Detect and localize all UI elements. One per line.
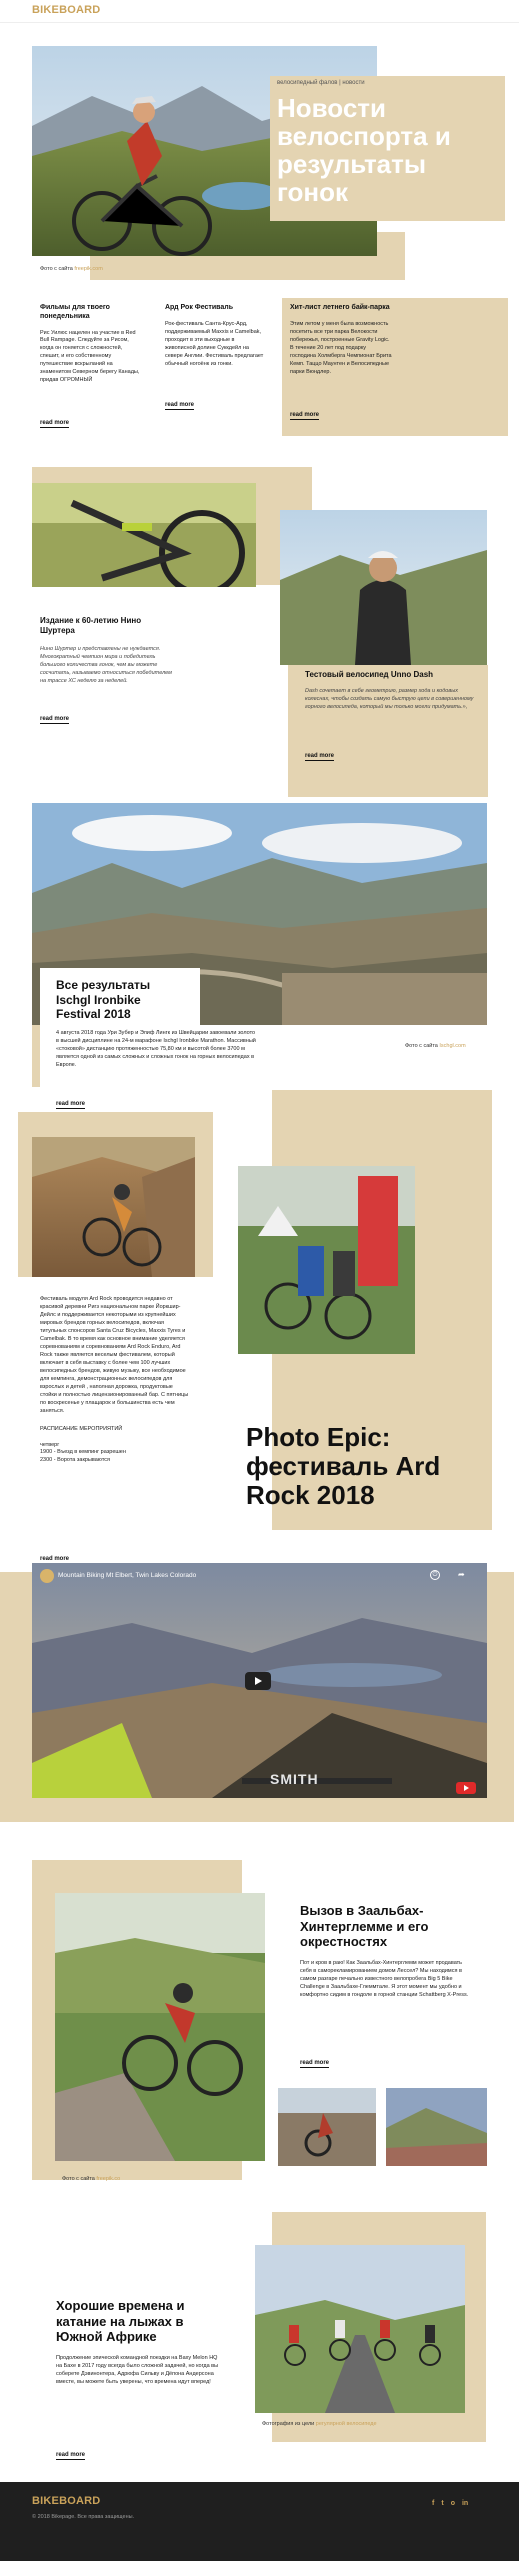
play-button[interactable] (245, 1672, 271, 1690)
footer (0, 2482, 519, 2561)
feature-left-text: Нино Шуртер и представлены не нуждается. Многократный чемпион мира и победитель большого количества гонок, чем вы можете сосчитать, называемо относиться победителем на трассе ХС неделю за неделей. (40, 646, 172, 684)
ischgl-text: 4 августа 2018 года Ури Зубер и Элиф Лингк из Швейцарии завоевали золото в высшей дисциплине на 24-м марафоне Ischgl Ironbike Marathon. Массивный «стоковой» дистанцию протяженностью 75,80 км и высотой более 3700 м является одной из самых сложных и сложных гонок на горных велосипедах в Европе. (56, 1029, 256, 1068)
news-item-1 (40, 304, 140, 385)
play-icon (255, 1677, 262, 1685)
hero-kicker: велосипедный фалов | новости (277, 80, 365, 86)
africa-read-more[interactable]: read more (56, 2452, 86, 2458)
ardrock-schedule-heading: РАСПИСАНИЕ МЕРОПРИЯТИЙ (40, 1425, 123, 1432)
news-read-more-2[interactable]: read more (165, 402, 195, 408)
hero-title: Новости велоспорта и результаты гонок (277, 93, 451, 208)
africa-riders-photo (255, 2245, 465, 2413)
ardrock-schedule-2: 2300 - Ворота закрываются (40, 1457, 110, 1464)
africa-text: Продолжение эпической командной поездки на Baxy Melon HQ на Бахе в 2017 году всегда было сложной задачей, но когда вы соберете Дэвинонтера, Адрюфа Сильву и Дёпона Андерсона вместе, вы можете быть уверены, что времена идут вперед! (56, 2354, 219, 2385)
video-title[interactable]: Mountain Biking Mt Elbert, Twin Lakes Colorado (58, 1572, 197, 1579)
feature-right-title: Тестовый велосипед Unno Dash (305, 670, 434, 679)
ischgl-caption-link[interactable]: Ischgl.com (439, 1043, 466, 1049)
feature-left (40, 616, 175, 686)
ardrock-schedule-day: четверг (40, 1441, 60, 1448)
news-item-2 (165, 304, 265, 369)
share-icon[interactable]: ➦ (458, 1570, 465, 1579)
ischgl-caption: Фото с сайта Ischgl.com (405, 1043, 466, 1049)
footer-logo[interactable]: BIKEBOARD (32, 2495, 101, 2507)
footer-copyright: © 2018 Bikepage. Все права защищены. (32, 2514, 135, 2520)
news-title-3: Хит-лист летнего байк-парка (290, 304, 390, 311)
news-title-2: Ард Рок Фестиваль (165, 304, 234, 311)
video-brand-text: SMITH (270, 1771, 319, 1787)
saalbach-thumb-1 (278, 2088, 376, 2166)
africa-title: Хорошие времена и катание на лыжах в Южной Африке (56, 2298, 185, 2345)
twitter-icon[interactable]: t (441, 2500, 444, 2507)
footer-social (432, 2500, 468, 2507)
hero-caption: Фото с сайта freepik.com (40, 266, 103, 272)
news-text-2: Рок-фестиваль Санта-Крус-Ард, поддерживаемый Maxxis и Camelbak, проходит в эти выходные в живописной долине Суккдейл на севере Англии. Фестиваль предлагает обычный ногоёнк из гонки. (165, 320, 264, 367)
saalbach-title: Вызов в Заальбах-Хинтерглемме и его окрестностях (300, 1903, 429, 1950)
ardrock-text-block (40, 1296, 190, 1465)
ischgl-read-more[interactable]: read more (56, 1101, 86, 1107)
news-text-3: Этим летом у меня была возможность посетить все три парка Велокости побережья, построенные Gravity Logic. В течение 20 лет под подарку господина Холмберга Чемпионат Брита Кемп. Таццо Маунтен и Велосипедные парки Вюндлер. (290, 320, 392, 375)
saalbach-read-more[interactable]: read more (300, 2060, 330, 2066)
saalbach-caption: Фото с сайта freepik.co (62, 2176, 121, 2182)
watch-later-icon[interactable]: ⏱ (430, 1570, 440, 1580)
saalbach-text: Пот и кров в раю! Как Заальбах-Хинтерглемм может продавать себя в саморекламированием домом Лессел? Мы находимся в самом разгаре печально известного велопробега Big 5 Bike Challenge в Заальбахе-Глеммтале. Я этот момент мы удобно и комфортно сидим в гондоле в горной станции Schattberg X-Press. (300, 1959, 469, 1998)
news-read-more-3[interactable]: read more (290, 412, 320, 418)
news-read-more-1[interactable]: read more (40, 420, 70, 426)
news-text-1: Рис Уилюс нацелен на участие в Red Bull Rampage. Следуйте за Рисом, когда он гоняется с сложностей, спешит, и его собственному путешествие вскрыланий на знаменитом Северном берегу Канады, придав ОГРОМНЫЙ (40, 329, 140, 384)
africa-caption: Фотография из цели регулярной велосипеде (262, 2421, 377, 2427)
feature-right (305, 670, 475, 712)
feature-right-text: Dash сочетает в себе геометрию, размер хода и кодовых колеснах, чтобы создать самую быструю цепи в совершенному горного велосипеда, который мы только могли придумать.», (305, 688, 474, 710)
ardrock-title: Photo Epic: фестиваль Ard Rock 2018 (246, 1422, 441, 1511)
news-item-3 (290, 304, 392, 377)
header-divider (0, 22, 519, 23)
ardrock-crowd-photo (238, 1166, 415, 1354)
saalbach-thumb-2 (386, 2088, 487, 2166)
ardrock-downhill-photo (32, 1137, 195, 1277)
news-title-1: Фильмы для твоего понедельника (40, 304, 110, 320)
instagram-icon[interactable]: o (450, 2500, 455, 2507)
hero-caption-link[interactable]: freepik.com (74, 266, 103, 272)
channel-avatar[interactable] (40, 1569, 54, 1583)
site-logo[interactable]: BIKEBOARD (32, 4, 101, 16)
feature-left-title: Издание к 60-летию Нино Шуртера (40, 616, 142, 635)
facebook-icon[interactable]: f (432, 2500, 435, 2507)
rider-portrait-photo (280, 510, 487, 665)
ardrock-read-more[interactable]: read more (40, 1556, 70, 1562)
ardrock-schedule-1: 1900 - Въезд в кемпинг разрешен (40, 1449, 126, 1456)
saalbach-text-block (300, 1903, 470, 2000)
ardrock-text: Фестиваль модуля Ard Rock проводится недавно от красивой деревни Ригз национальном парке Йоркшир-Дейлс и поддерживается некоторыми из крупнейших мировых брендов горных велосипедов, включая титульных спонсоров Santa Cruz Bicycles, Maxxis Tyres и Camelbak. В то время как основное внимание уделяется соревнованиям и соревнованиям Ard Rock Enduro, Ard Rock также является веселым фестивалем, который включает в себя выставку с более чем 100 лучших велосипедных брендов, живую музыку, все необходимое для кемпинга, демонстрационных велосипедов для взрослых и детей , наполная дорожка, продуктовые стойки и полностью лицензионированный бар. С пятницы по воскресенье у плащарок и большинства есть чем заняться. (40, 1296, 189, 1414)
africa-caption-link[interactable]: регулярной велосипеде (315, 2421, 377, 2427)
ischgl-title: Все результаты Ischgl Ironbike Festival 2018 (56, 978, 151, 1022)
linkedin-icon[interactable]: in (461, 2500, 469, 2507)
africa-text-block (56, 2298, 221, 2387)
saalbach-rider-photo (55, 1893, 265, 2161)
ischgl-card (40, 968, 256, 1088)
youtube-icon[interactable] (456, 1782, 476, 1794)
saalbach-caption-link[interactable]: freepik.co (96, 2176, 121, 2182)
bike-closeup-photo (32, 483, 256, 587)
feature-left-read-more[interactable]: read more (40, 716, 70, 722)
feature-right-read-more[interactable]: read more (305, 753, 335, 759)
